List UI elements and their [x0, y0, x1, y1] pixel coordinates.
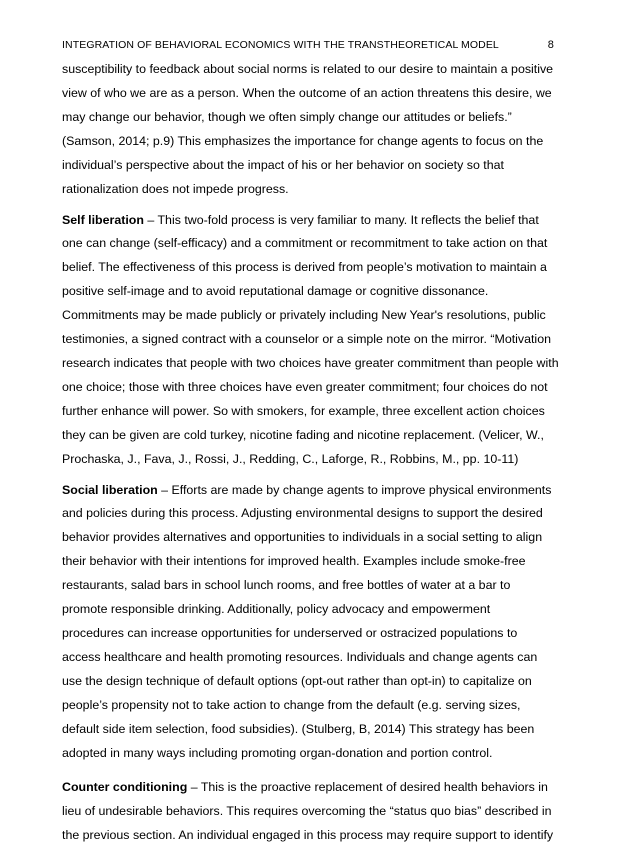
- body-line: they can be given are cold turkey, nicotine fading and nicotine replacement. (Velicer, W.,: [62, 428, 544, 442]
- body-line: one choice; those with three choices have even greater commitment; four choices do not: [62, 380, 548, 394]
- body-line: access healthcare and health promoting resources. Individuals and change agents can: [62, 650, 538, 664]
- body-line: adopted in many ways including promoting organ-donation and portion control.: [62, 746, 493, 760]
- body-line: behavior provides alternatives and opportunities to individuals in a social setting to align: [62, 530, 543, 544]
- body-line: Prochaska, J., Fava, J., Rossi, J., Redding, C., Laforge, R., Robbins, M., pp. 10-11): [62, 452, 519, 466]
- running-header: [62, 37, 570, 53]
- body-line: individual’s perspective about the impact of his or her behavior on society so that: [62, 158, 504, 172]
- body-line: positive self-image and to avoid reputational damage or cognitive dissonance.: [62, 284, 489, 298]
- body-line: one can change (self-efficacy) and a commitment or recommitment to take action on that: [62, 236, 548, 250]
- body-line: lieu of undesirable behaviors. This requires overcoming the “status quo bias” described in: [62, 804, 552, 818]
- body-line: their behavior with their intentions for improved health. Examples include smoke-free: [62, 554, 526, 568]
- body-line: procedures can increase opportunities for underserved or ostracized populations to: [62, 626, 518, 640]
- body-line: people’s propensity not to take action to change from the default (e.g. serving sizes,: [62, 698, 521, 712]
- section-first-line: [62, 779, 548, 795]
- body-line: research indicates that people with two choices have greater commitment than people with: [62, 356, 559, 370]
- body-line: view of who we are as a person. When the outcome of an action threatens this desire, we: [62, 86, 552, 100]
- body-line: promote responsible drinking. Additionally, policy advocacy and empowerment: [62, 602, 491, 616]
- body-line: and policies during this process. Adjusting environmental designs to support the desired: [62, 506, 543, 520]
- section-first-line: [62, 482, 551, 498]
- section-first-line-text: – This two-fold process is very familiar to many. It reflects the belief that: [143, 213, 539, 227]
- body-line: Commitments may be made publicly or privately including New Year's resolutions, public: [62, 308, 546, 322]
- section-heading-self-liberation: Self liberation: [62, 213, 144, 227]
- body-line: the previous section. An individual engaged in this process may require support to identify: [62, 828, 554, 842]
- section-first-line-text: – This is the proactive replacement of desired health behaviors in: [187, 780, 548, 794]
- body-line: belief. The effectiveness of this process is derived from people’s motivation to maintain a: [62, 260, 547, 274]
- section-first-line: [62, 212, 539, 228]
- body-line: (Samson, 2014; p.9) This emphasizes the importance for change agents to focus on the: [62, 134, 544, 148]
- body-line: restaurants, salad bars in school lunch rooms, and free bottles of water at a bar to: [62, 578, 511, 592]
- body-line: testimonies, a signed contract with a counselor or a simple note on the mirror. “Motivation: [62, 332, 551, 346]
- section-first-line-text: – Efforts are made by change agents to improve physical environments: [157, 483, 552, 497]
- page-number: 8: [547, 39, 554, 51]
- body-line: further enhance will power. So with smokers, for example, three excellent action choices: [62, 404, 545, 418]
- section-heading-counter-conditioning: Counter conditioning: [62, 780, 188, 794]
- body-line: rationalization does not impede progress.: [62, 182, 289, 196]
- body-line: may change our behavior, though we often simply change our attitudes or beliefs.”: [62, 110, 512, 124]
- body-line: use the design technique of default options (opt-out rather than opt-in) to capitalize on: [62, 674, 532, 688]
- body-line: susceptibility to feedback about social norms is related to our desire to maintain a positive: [62, 62, 554, 76]
- running-title: INTEGRATION OF BEHAVIORAL ECONOMICS WITH THE TRANSTHEORETICAL MODEL: [62, 39, 499, 51]
- body-line: default side item selection, food subsidies). (Stulberg, B, 2014) This strategy has been: [62, 722, 535, 736]
- section-heading-social-liberation: Social liberation: [62, 483, 158, 497]
